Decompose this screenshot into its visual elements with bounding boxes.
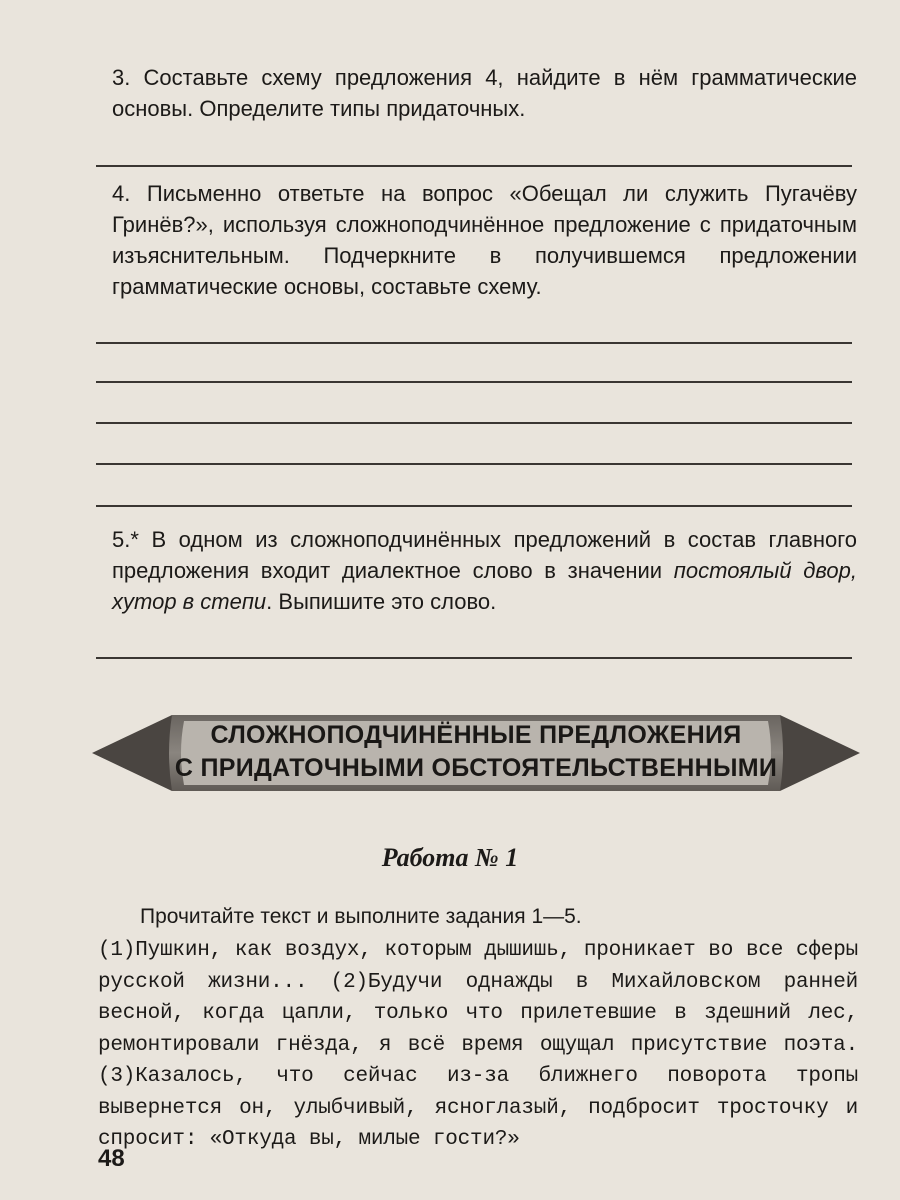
task-5: [112, 524, 857, 617]
task-3-text: Составьте схему предложения 4, найдите в нём грамматические основы. Определите типы придаточных.: [112, 65, 857, 121]
work-instruction: Прочитайте текст и выполните задания 1—5.: [140, 905, 582, 928]
reading-text: (1)Пушкин, как воздух, которым дышишь, проникает во все сферы русской жизни... (2)Будучи однажды в Михайловском ранней весной, когда цапли, только что прилетевшие в здешний лес, ремонтировали гнёзда, я всё время ощущал присутствие поэта. (3)Казалось, что сейчас из-за ближнего поворота тропы вывернется он, улыбчивый, ясноглазый, подбросит тросточку и спросит: «Откуда вы, милые гости?»: [98, 939, 858, 1151]
section-title-line-1: СЛОЖНОПОДЧИНЁННЫЕ ПРЕДЛОЖЕНИЯ: [210, 721, 742, 749]
task-5-text: В одном из сложноподчинённых предложений в состав главного предложения входит диалектное слово в значении: [112, 527, 857, 583]
task-5-number: 5.*: [112, 527, 139, 552]
task-5-text-end: . Выпишите это слово.: [266, 589, 497, 614]
task-4: [112, 178, 857, 302]
answer-line[interactable]: [96, 505, 852, 507]
section-banner: [92, 705, 860, 801]
task-3: [112, 62, 857, 124]
task-5-italic-meaning: постоялый двор, хутор в степи: [112, 558, 857, 614]
answer-line[interactable]: [96, 463, 852, 465]
page-number: 48: [98, 1145, 125, 1172]
work-title: Работа № 1: [381, 843, 519, 872]
answer-line[interactable]: [96, 381, 852, 383]
section-title: [92, 719, 860, 785]
answer-line[interactable]: [96, 657, 852, 659]
answer-line[interactable]: [96, 342, 852, 344]
section-title-line-2: С ПРИДАТОЧНЫМИ ОБСТОЯТЕЛЬСТВЕННЫМИ: [174, 754, 778, 782]
task-4-text: Письменно ответьте на вопрос «Обещал ли служить Пугачёву Гринёв?», используя сложноподчинённое предложение с придаточным изъяснительным. Подчеркните в получившемся предложении грамматические основы, составьте схему.: [112, 181, 857, 299]
task-4-number: 4.: [112, 181, 131, 206]
answer-line[interactable]: [96, 165, 852, 167]
task-3-number: 3.: [112, 65, 131, 90]
answer-line[interactable]: [96, 422, 852, 424]
